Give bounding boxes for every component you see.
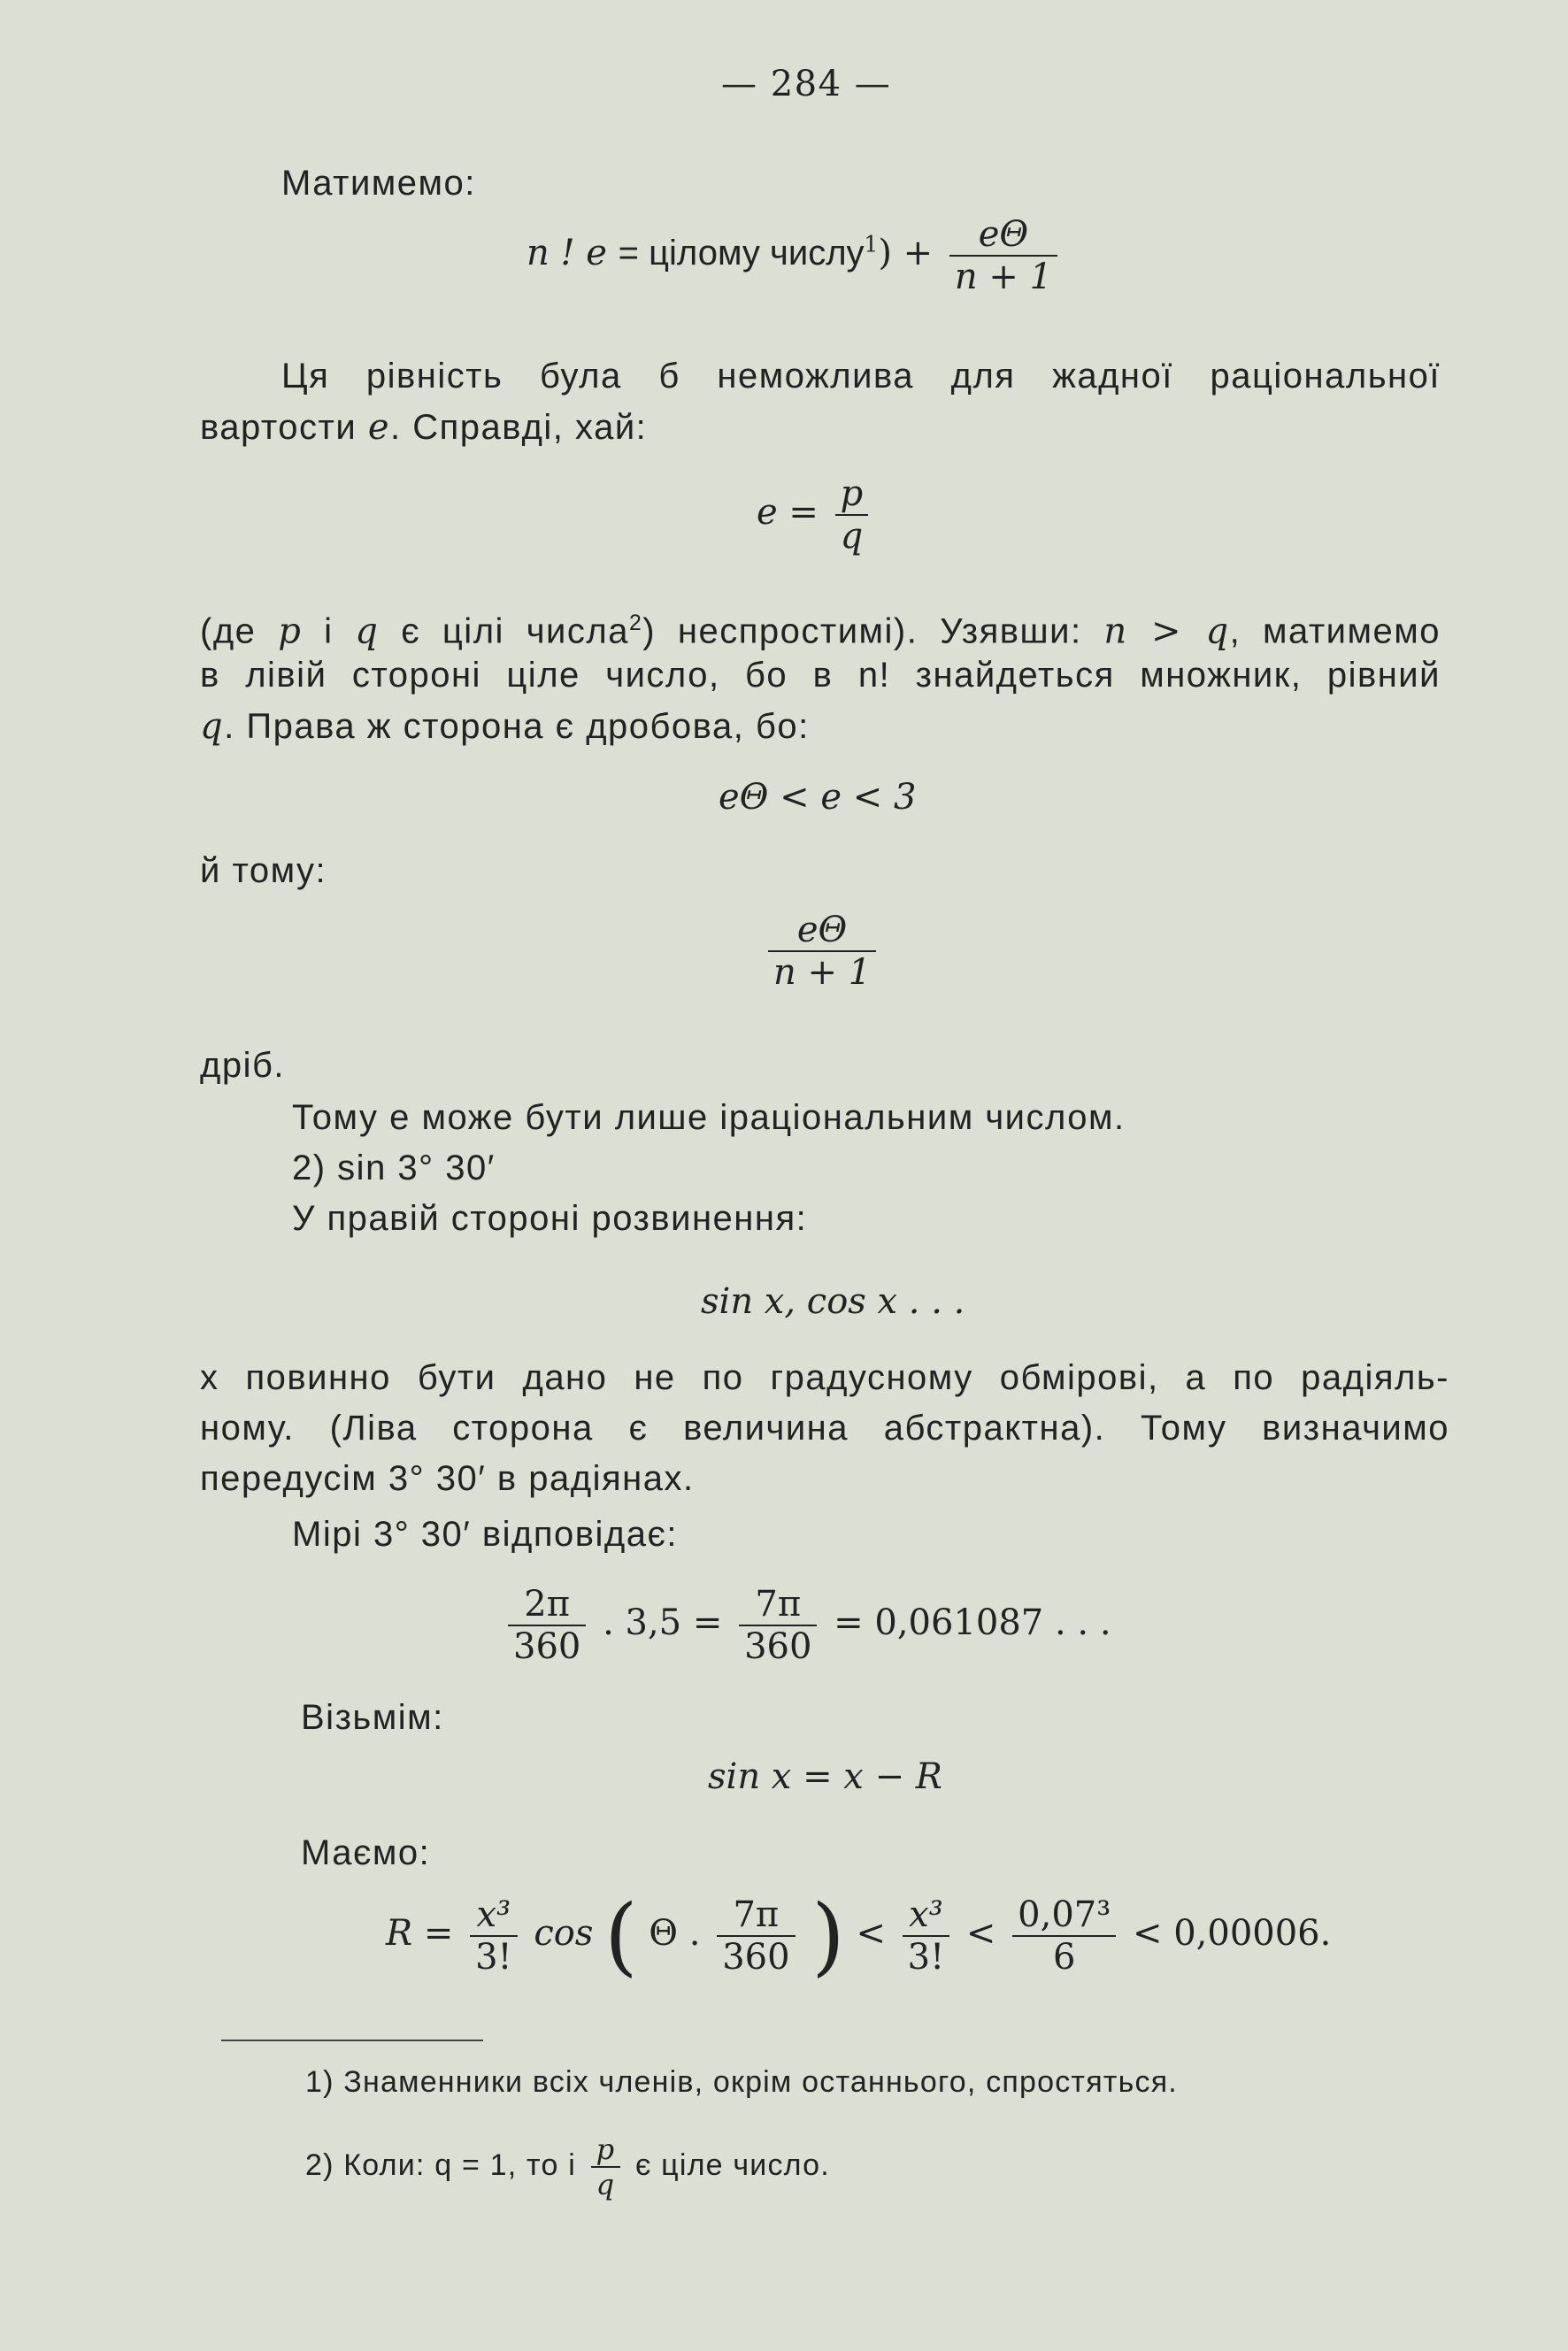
para2-line3b: . Права ж сторона є дробова, бо: [224,707,810,746]
eq8-rhs: < 0,00006. [1132,1913,1332,1954]
equation-2 [757,473,873,557]
fn2-mark: 2) [305,2147,334,2182]
footnote-1 [305,2060,1178,2104]
eq1-den: n + 1 [949,255,1057,297]
eq4-fraction [768,910,876,993]
eq8-open-paren: ( [604,1886,638,1986]
eq6-frac1-num: 2π [524,1584,571,1625]
eq2-den: q [835,514,869,557]
eq8-close-paren: ) [811,1886,845,1986]
fn2-text-b: є ціле число. [634,2147,830,2182]
para2-n-gt-q: n > q [1103,611,1230,652]
eq1-middle: = цілому числу [618,234,865,273]
para2-line1b: є цілі числа [401,611,629,651]
footnote-rule [221,2040,483,2041]
para2-i: і [324,611,334,651]
equation-1 [527,214,1063,297]
eq8-lhs: R = [386,1913,454,1954]
eq4-num: eΘ [796,910,848,950]
item-2: 2) sin 3° 30′ [292,1149,496,1187]
eq8-f3-num: x³ [909,1894,943,1935]
para1-line2b: . Справді, хай: [390,408,648,447]
eq8-f1-num: x³ [476,1894,511,1935]
eq8-cos: cos [534,1913,594,1954]
fn1-text: Знаменники всіх членів, окрім останнього, спростяться. [343,2065,1178,2099]
para2-line2: в лівій стороні ціле число, бо в n! знайдеться множник, рівний [200,656,1441,695]
para2-fn2-ref: 2 [628,611,643,635]
eq2-num: p [840,473,864,514]
para1-line2 [200,402,647,453]
eq8-f2-num: 7π [733,1894,780,1935]
eq8-f1 [470,1894,518,1978]
eq8-f4-den: 6 [1012,1935,1116,1978]
eq6-frac2 [739,1584,817,1667]
eq8-f3 [903,1894,950,1978]
drib-label: дріб. [200,1046,285,1085]
para2-q: q [355,611,380,652]
eq8-lt1: < [856,1913,886,1954]
eq1-footnote-ref: 1 [864,231,879,257]
y-tomu-label: й тому: [200,851,327,890]
equation-5: sin x, cos x . . . [701,1281,965,1322]
eq6-frac1 [508,1584,586,1667]
para2-line1d: , матимемо [1229,611,1441,651]
para2-line1a: (де [200,611,257,651]
equation-8 [386,1886,1332,1986]
fn2-den: q [591,2166,621,2201]
eq1-lhs: n ! e [527,233,607,273]
para2-p: p [278,611,303,652]
eq8-lt2: < [965,1913,996,1954]
eq1-num: eΘ [978,214,1029,255]
u-pravii-label: У правій стороні розвинення: [292,1199,808,1238]
eq6-frac2-den: 360 [739,1625,817,1667]
eq2-fraction [835,473,869,557]
eq8-f1-den: 3! [470,1935,518,1978]
para2-line3 [200,701,810,752]
eq6-rhs: = 0,061087 . . . [834,1602,1111,1643]
eq6-mid: . 3,5 = [603,1602,723,1643]
para2-q2: q [200,706,225,747]
para2-line1 [200,598,1441,657]
equation-3: eΘ < e < 3 [719,777,917,818]
eq8-f2-den: 360 [717,1935,795,1978]
eq8-f3-den: 3! [903,1935,950,1978]
eq8-theta: Θ . [649,1913,701,1954]
para1-line1: Ця рівність була б неможлива для жадної раціональної [281,357,1441,396]
fn2-text-a: Коли: q = 1, то і [343,2147,576,2182]
equation-4 [763,910,881,993]
eq8-f4 [1012,1894,1116,1978]
page-number: — 284 — [721,64,892,104]
eq2-lhs: e = [757,492,819,533]
matymemo-label: Матимемо: [281,164,476,203]
maiemo-label: Маємо: [301,1833,431,1872]
equation-7: sin x = x − R [708,1756,942,1797]
eq1-plus: + [903,233,934,273]
para1-line2a: вартости [200,408,357,447]
para3-line2: ному. (Ліва сторона є величина абстрактна). Тому визначимо [200,1409,1449,1448]
para2-line1c: ) неспростимі). Узявши: [642,611,1082,651]
eq6-frac2-num: 7π [755,1584,802,1625]
para3-line1: x повинно бути дано не по градусному обмірові, а по радіяль- [200,1358,1449,1397]
eq1-close-paren: ) [878,233,892,273]
para1-e: e [367,407,390,448]
footnote-2 [305,2132,830,2201]
fn2-num: p [596,2132,616,2166]
eq6-frac1-den: 360 [508,1625,586,1667]
miri-line: Мірі 3° 30′ відповідає: [292,1515,679,1554]
eq4-den: n + 1 [768,950,876,993]
eq8-f4-num: 0,07³ [1018,1894,1111,1935]
fn1-mark: 1) [305,2065,334,2099]
equation-6 [503,1584,1111,1667]
eq8-f2 [717,1894,795,1978]
tomu-line: Тому e може бути лише іраціональним числом. [292,1098,1126,1137]
para3-line3: передусім 3° 30′ в радіянах. [200,1459,695,1498]
vizmim-label: Візьмім: [301,1698,444,1737]
fn2-fraction [591,2132,621,2201]
eq1-fraction [949,214,1057,297]
